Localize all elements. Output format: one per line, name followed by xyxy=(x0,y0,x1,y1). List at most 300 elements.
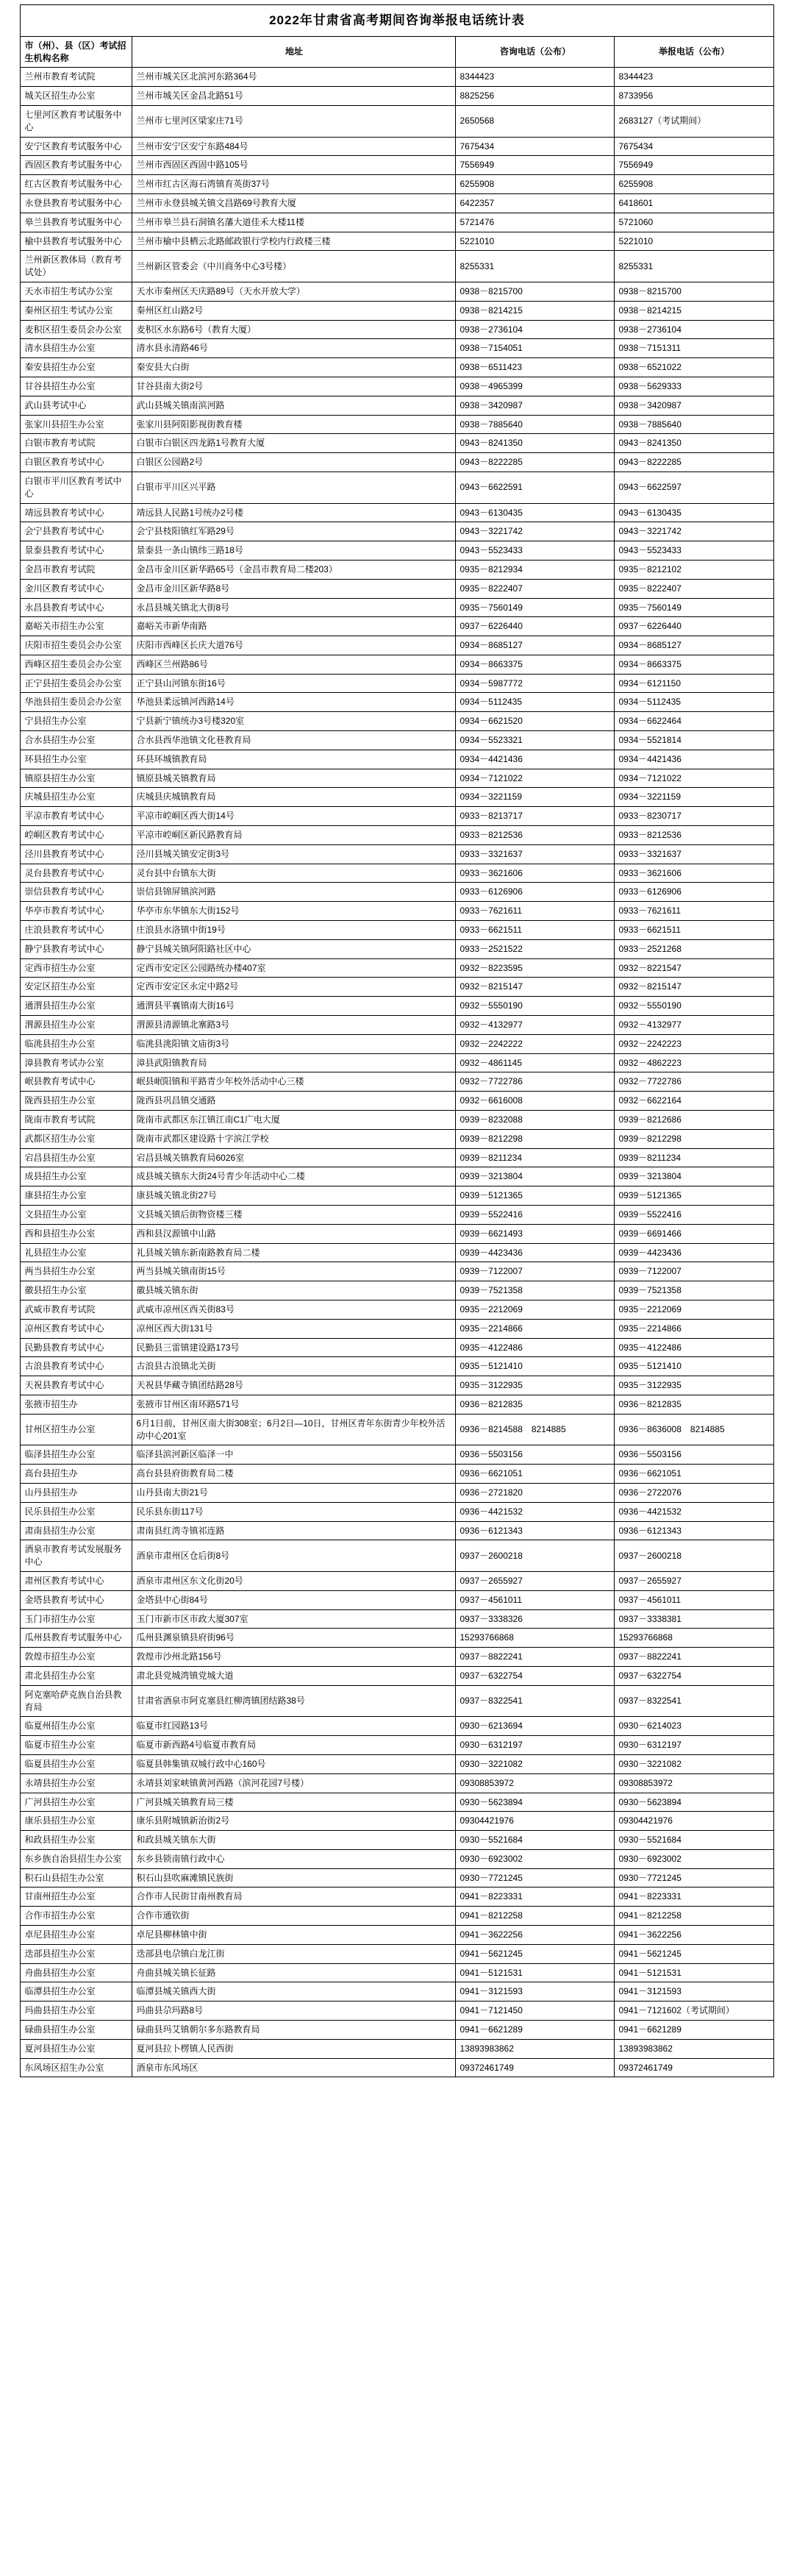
table-row xyxy=(21,453,773,472)
org-cell: 镇原县招生办公室 xyxy=(21,769,132,788)
org-cell: 秦安县招生办公室 xyxy=(21,358,132,377)
report-phone-cell: 0935－5121410 xyxy=(615,1357,773,1376)
address-cell: 成县城关镇东大街24号青少年活动中心二楼 xyxy=(132,1167,456,1186)
org-cell: 和政县招生办公室 xyxy=(21,1831,132,1850)
org-cell: 玛曲县招生办公室 xyxy=(21,2002,132,2021)
report-phone-cell: 0939－3213804 xyxy=(615,1167,773,1186)
consult-phone-cell: 0943－8241350 xyxy=(456,434,615,453)
consult-phone-cell: 6255908 xyxy=(456,175,615,194)
consult-phone-cell: 0935－2212069 xyxy=(456,1300,615,1319)
org-cell: 武山县考试中心 xyxy=(21,396,132,415)
report-phone-cell: 5721060 xyxy=(615,213,773,232)
table-row xyxy=(21,1812,773,1831)
report-phone-cell: 0936－4421532 xyxy=(615,1502,773,1521)
org-cell: 临夏县招生办公室 xyxy=(21,1754,132,1773)
table-row xyxy=(21,1016,773,1035)
org-cell: 皋兰县教育考试服务中心 xyxy=(21,213,132,232)
address-cell: 环县环城镇教育局 xyxy=(132,750,456,769)
address-cell: 白银市平川区兴平路 xyxy=(132,472,456,503)
address-cell: 兰州市皋兰县石洞镇名藩大道佳禾大楼11楼 xyxy=(132,213,456,232)
org-cell: 庆城县招生办公室 xyxy=(21,788,132,807)
org-cell: 七里河区教育考试服务中心 xyxy=(21,105,132,137)
report-phone-cell: 0933－8230717 xyxy=(615,807,773,826)
org-cell: 山丹县招生办 xyxy=(21,1483,132,1502)
report-phone-cell: 6255908 xyxy=(615,175,773,194)
address-cell: 临洮县洮阳镇文庙街3号 xyxy=(132,1034,456,1053)
consult-phone-cell: 0932－2242222 xyxy=(456,1034,615,1053)
table-row xyxy=(21,978,773,997)
address-cell: 临夏市新西路4号临夏市教育局 xyxy=(132,1736,456,1755)
report-phone-cell: 0932－2242223 xyxy=(615,1034,773,1053)
table-row xyxy=(21,1982,773,2002)
address-cell: 秦州区红山路2号 xyxy=(132,301,456,320)
org-cell: 秦州区招生考试办公室 xyxy=(21,301,132,320)
address-cell: 宁县新宁镇统办3号楼320室 xyxy=(132,712,456,731)
address-cell: 广河县城关镇教育局三楼 xyxy=(132,1793,456,1812)
org-cell: 东风场区招生办公室 xyxy=(21,2058,132,2077)
org-cell: 永靖县招生办公室 xyxy=(21,1773,132,1793)
consult-phone-cell: 0943－6622591 xyxy=(456,472,615,503)
address-cell: 临夏市红园路13号 xyxy=(132,1717,456,1736)
org-cell: 金昌市教育考试院 xyxy=(21,560,132,579)
consult-phone-cell: 0941－8212258 xyxy=(456,1907,615,1926)
consult-phone-cell: 8825256 xyxy=(456,87,615,106)
table-row xyxy=(21,1072,773,1092)
org-cell: 白银区教育考试中心 xyxy=(21,453,132,472)
consult-phone-cell: 0937－6322754 xyxy=(456,1666,615,1685)
consult-phone-cell: 0933－8212536 xyxy=(456,826,615,845)
address-cell: 积石山县吹麻滩镇民族街 xyxy=(132,1868,456,1887)
org-cell: 庄浪县教育考试中心 xyxy=(21,921,132,940)
consult-phone-cell: 0932－8215147 xyxy=(456,978,615,997)
table-row xyxy=(21,769,773,788)
table-row xyxy=(21,339,773,358)
consult-phone-cell: 09308853972 xyxy=(456,1773,615,1793)
report-phone-cell: 0933－7621611 xyxy=(615,902,773,921)
consult-phone-cell: 0943－6130435 xyxy=(456,503,615,522)
org-cell: 成县招生办公室 xyxy=(21,1167,132,1186)
report-phone-cell: 0935－4122486 xyxy=(615,1338,773,1357)
report-phone-cell: 0934－8685127 xyxy=(615,636,773,655)
table-row xyxy=(21,693,773,712)
org-cell: 宕昌县招生办公室 xyxy=(21,1148,132,1167)
table-row xyxy=(21,958,773,978)
address-cell: 静宁县城关镇阿阳路社区中心 xyxy=(132,939,456,958)
table-row xyxy=(21,68,773,87)
org-cell: 舟曲县招生办公室 xyxy=(21,1963,132,1982)
address-cell: 灵台县中台镇东大街 xyxy=(132,864,456,883)
org-cell: 合作市招生办公室 xyxy=(21,1907,132,1926)
report-phone-cell: 0943－8241350 xyxy=(615,434,773,453)
table-row xyxy=(21,1281,773,1301)
address-cell: 甘谷县南大街2号 xyxy=(132,377,456,396)
table-row xyxy=(21,1685,773,1717)
table-row xyxy=(21,826,773,845)
consult-phone-cell: 0935－4122486 xyxy=(456,1338,615,1357)
address-cell: 兰州市七里河区梁家庄71号 xyxy=(132,105,456,137)
org-cell: 凉州区教育考试中心 xyxy=(21,1319,132,1338)
org-cell: 武都区招生办公室 xyxy=(21,1129,132,1148)
table-row xyxy=(21,358,773,377)
table-row xyxy=(21,2039,773,2058)
report-phone-cell: 0941－8212258 xyxy=(615,1907,773,1926)
table-row xyxy=(21,503,773,522)
report-phone-cell: 0938－3420987 xyxy=(615,396,773,415)
table-row xyxy=(21,522,773,541)
org-cell: 西固区教育考试服务中心 xyxy=(21,156,132,175)
consult-phone-cell: 8344423 xyxy=(456,68,615,87)
address-cell: 定西市安定区公园路统办楼407室 xyxy=(132,958,456,978)
org-cell: 酒泉市教育考试发展服务中心 xyxy=(21,1540,132,1572)
org-cell: 积石山县招生办公室 xyxy=(21,1868,132,1887)
consult-phone-cell: 0941－6621289 xyxy=(456,2021,615,2040)
org-cell: 临夏市招生办公室 xyxy=(21,1736,132,1755)
table-row xyxy=(21,1590,773,1609)
address-cell: 敦煌市沙州北路156号 xyxy=(132,1648,456,1667)
address-cell: 金昌市金川区新华路8号 xyxy=(132,579,456,598)
org-cell: 永昌县教育考试中心 xyxy=(21,598,132,617)
consult-phone-cell: 0938－3420987 xyxy=(456,396,615,415)
table-row xyxy=(21,1034,773,1053)
table-row xyxy=(21,939,773,958)
address-cell: 宕昌县城关镇教育局6026室 xyxy=(132,1148,456,1167)
address-cell: 平凉市崆峒区新民路教育局 xyxy=(132,826,456,845)
consult-phone-cell: 0932－7722786 xyxy=(456,1072,615,1092)
org-cell: 甘南州招生办公室 xyxy=(21,1887,132,1907)
report-phone-cell: 0938－7151311 xyxy=(615,339,773,358)
address-cell: 秦安县大白街 xyxy=(132,358,456,377)
report-phone-cell: 0943－8222285 xyxy=(615,453,773,472)
address-cell: 庆阳市西峰区长庆大道76号 xyxy=(132,636,456,655)
consult-phone-cell: 0936－8212835 xyxy=(456,1395,615,1414)
address-cell: 陇南市武都区东江镇江南C1广电大厦 xyxy=(132,1111,456,1130)
consult-phone-cell: 7556949 xyxy=(456,156,615,175)
table-row xyxy=(21,193,773,213)
address-cell: 临泽县滨河新区临泽一中 xyxy=(132,1445,456,1465)
address-cell: 华亭市东华镇东大街152号 xyxy=(132,902,456,921)
report-phone-cell: 0936－6121343 xyxy=(615,1521,773,1540)
org-cell: 景泰县教育考试中心 xyxy=(21,541,132,561)
report-phone-cell: 0941－5621245 xyxy=(615,1944,773,1963)
report-phone-cell: 0932－4132977 xyxy=(615,1016,773,1035)
consult-phone-cell: 0941－3622256 xyxy=(456,1926,615,1945)
report-phone-cell: 8344423 xyxy=(615,68,773,87)
consult-phone-cell: 0939－7122007 xyxy=(456,1262,615,1281)
consult-phone-cell: 0930－6213694 xyxy=(456,1717,615,1736)
table-row xyxy=(21,2021,773,2040)
org-cell: 武威市教育考试院 xyxy=(21,1300,132,1319)
consult-phone-cell: 0941－5121531 xyxy=(456,1963,615,1982)
table-row xyxy=(21,213,773,232)
address-cell: 庆城县庆城镇教育局 xyxy=(132,788,456,807)
table-row xyxy=(21,1300,773,1319)
consult-phone-cell: 0937－4561011 xyxy=(456,1590,615,1609)
table-row xyxy=(21,1111,773,1130)
report-phone-cell: 0935－7560149 xyxy=(615,598,773,617)
address-cell: 兰州市城关区北滨河东路364号 xyxy=(132,68,456,87)
org-cell: 天祝县教育考试中心 xyxy=(21,1376,132,1395)
report-phone-cell: 0932－5550190 xyxy=(615,997,773,1016)
report-phone-cell: 0936－8636008 8214885 xyxy=(615,1414,773,1445)
report-phone-cell: 0938－2736104 xyxy=(615,320,773,339)
address-cell: 漳县武阳镇教育局 xyxy=(132,1053,456,1072)
org-cell: 张家川县招生办公室 xyxy=(21,415,132,434)
address-cell: 西和县汉源镇中山路 xyxy=(132,1224,456,1243)
table-row xyxy=(21,750,773,769)
org-cell: 岷县教育考试中心 xyxy=(21,1072,132,1092)
table-row xyxy=(21,1666,773,1685)
table-row xyxy=(21,1571,773,1590)
consult-phone-cell: 0939－5121365 xyxy=(456,1186,615,1206)
consult-phone-cell: 0939－8211234 xyxy=(456,1148,615,1167)
table-row xyxy=(21,1849,773,1868)
table-row xyxy=(21,1414,773,1445)
table-row xyxy=(21,864,773,883)
org-cell: 白银市平川区教育考试中心 xyxy=(21,472,132,503)
address-cell: 崇信县锦屏镇滨河路 xyxy=(132,883,456,902)
table-row xyxy=(21,731,773,750)
report-phone-cell: 0933－3321637 xyxy=(615,844,773,864)
consult-phone-cell: 0941－5621245 xyxy=(456,1944,615,1963)
address-cell: 镇原县城关镇教育局 xyxy=(132,769,456,788)
address-cell: 正宁县山河镇东街16号 xyxy=(132,674,456,693)
address-cell: 玛曲县尕玛路8号 xyxy=(132,2002,456,2021)
report-phone-cell: 0932－6622164 xyxy=(615,1092,773,1111)
table-row xyxy=(21,1319,773,1338)
report-phone-cell: 2683127（考试期间） xyxy=(615,105,773,137)
org-cell: 宁县招生办公室 xyxy=(21,712,132,731)
address-cell: 酒泉市东风场区 xyxy=(132,2058,456,2077)
report-phone-cell: 0939－5121365 xyxy=(615,1186,773,1206)
org-cell: 高台县招生办 xyxy=(21,1465,132,1484)
consult-phone-cell: 0937－3338326 xyxy=(456,1609,615,1629)
org-cell: 徽县招生办公室 xyxy=(21,1281,132,1301)
org-cell: 漳县教育考试办公室 xyxy=(21,1053,132,1072)
table-row xyxy=(21,1773,773,1793)
org-cell: 榆中县教育考试服务中心 xyxy=(21,232,132,251)
report-phone-cell: 13893983862 xyxy=(615,2039,773,2058)
table-row xyxy=(21,1887,773,1907)
address-cell: 武山县城关镇南滨河路 xyxy=(132,396,456,415)
org-cell: 甘州区招生办公室 xyxy=(21,1414,132,1445)
org-cell: 碌曲县招生办公室 xyxy=(21,2021,132,2040)
column-header-address: 地址 xyxy=(132,36,456,68)
column-header-row xyxy=(21,36,773,68)
table-row xyxy=(21,883,773,902)
table-row xyxy=(21,1648,773,1667)
address-cell: 陇西县巩昌镇交通路 xyxy=(132,1092,456,1111)
consult-phone-cell: 0934－4421436 xyxy=(456,750,615,769)
table-row xyxy=(21,472,773,503)
report-phone-cell: 0939－4423436 xyxy=(615,1243,773,1262)
consult-phone-cell: 0936－6621051 xyxy=(456,1465,615,1484)
address-cell: 天水市秦州区天庆路89号（天水开放大学） xyxy=(132,282,456,301)
report-phone-cell: 0934－5521814 xyxy=(615,731,773,750)
org-cell: 红古区教育考试服务中心 xyxy=(21,175,132,194)
column-header-org: 市（州）、县（区）考试招生机构名称 xyxy=(21,36,132,68)
table-row xyxy=(21,1148,773,1167)
address-cell: 礼县城关镇东新南路教育局二楼 xyxy=(132,1243,456,1262)
address-cell: 两当县城关镇南街15号 xyxy=(132,1262,456,1281)
report-phone-cell: 0934－6121150 xyxy=(615,674,773,693)
report-phone-cell: 0936－8212835 xyxy=(615,1395,773,1414)
report-phone-cell: 0937－6322754 xyxy=(615,1666,773,1685)
address-cell: 兰州市安宁区安宁东路484号 xyxy=(132,137,456,156)
consult-phone-cell: 0933－3321637 xyxy=(456,844,615,864)
org-cell: 文县招生办公室 xyxy=(21,1206,132,1225)
org-cell: 靖远县教育考试中心 xyxy=(21,503,132,522)
consult-phone-cell: 0936－5503156 xyxy=(456,1445,615,1465)
org-cell: 迭部县招生办公室 xyxy=(21,1944,132,1963)
org-cell: 卓尼县招生办公室 xyxy=(21,1926,132,1945)
consult-phone-cell: 0930－5623894 xyxy=(456,1793,615,1812)
org-cell: 安宁区教育考试服务中心 xyxy=(21,137,132,156)
consult-phone-cell: 0938－4965399 xyxy=(456,377,615,396)
consult-phone-cell: 09372461749 xyxy=(456,2058,615,2077)
report-phone-cell: 0936－6621051 xyxy=(615,1465,773,1484)
consult-phone-cell: 0938－8214215 xyxy=(456,301,615,320)
address-cell: 庄浪县水洛镇中街19号 xyxy=(132,921,456,940)
consult-phone-cell: 0930－5521684 xyxy=(456,1831,615,1850)
org-cell: 崆峒区教育考试中心 xyxy=(21,826,132,845)
report-phone-cell: 0933－3621606 xyxy=(615,864,773,883)
report-phone-cell: 09304421976 xyxy=(615,1812,773,1831)
table-row xyxy=(21,1376,773,1395)
report-phone-cell: 7675434 xyxy=(615,137,773,156)
table-row xyxy=(21,137,773,156)
org-cell: 灵台县教育考试中心 xyxy=(21,864,132,883)
address-cell: 华池县柔远镇河西路14号 xyxy=(132,693,456,712)
consult-phone-cell: 0937－8322541 xyxy=(456,1685,615,1717)
consult-phone-cell: 0939－3213804 xyxy=(456,1167,615,1186)
report-phone-cell: 0938－6521022 xyxy=(615,358,773,377)
table-row xyxy=(21,560,773,579)
report-phone-cell: 09372461749 xyxy=(615,2058,773,2077)
table-row xyxy=(21,788,773,807)
column-header-consult-phone: 咨询电话（公布） xyxy=(456,36,615,68)
address-cell: 麦积区水东路6号（教育大厦） xyxy=(132,320,456,339)
report-phone-cell: 0941－3622256 xyxy=(615,1926,773,1945)
report-phone-cell: 0932－4862223 xyxy=(615,1053,773,1072)
address-cell: 肃北县党城湾镇党城大道 xyxy=(132,1666,456,1685)
table-row xyxy=(21,1963,773,1982)
report-phone-cell: 0934－3221159 xyxy=(615,788,773,807)
org-cell: 静宁县教育考试中心 xyxy=(21,939,132,958)
consult-phone-cell: 0937－6226440 xyxy=(456,617,615,636)
report-phone-cell: 15293766868 xyxy=(615,1629,773,1648)
table-row xyxy=(21,1540,773,1572)
address-cell: 兰州新区管委会（中川商务中心3号楼） xyxy=(132,251,456,282)
consult-phone-cell: 0932－8223595 xyxy=(456,958,615,978)
table-row xyxy=(21,902,773,921)
report-phone-cell: 0937－6226440 xyxy=(615,617,773,636)
address-cell: 甘肃省酒泉市阿克塞县红柳湾镇团结路38号 xyxy=(132,1685,456,1717)
org-cell: 康乐县招生办公室 xyxy=(21,1812,132,1831)
address-cell: 靖远县人民路1号统办2号楼 xyxy=(132,503,456,522)
org-cell: 民乐县招生办公室 xyxy=(21,1502,132,1521)
table-row xyxy=(21,2002,773,2021)
address-cell: 永靖县刘家峡镇黄河西路（滨河花园7号楼） xyxy=(132,1773,456,1793)
table-row xyxy=(21,1224,773,1243)
table-row xyxy=(21,1338,773,1357)
address-cell: 合水县西华池镇文化巷教育局 xyxy=(132,731,456,750)
org-cell: 麦积区招生委员会办公室 xyxy=(21,320,132,339)
consult-phone-cell: 0935－5121410 xyxy=(456,1357,615,1376)
address-cell: 和政县城关镇东大街 xyxy=(132,1831,456,1850)
address-cell: 渭源县清源镇北寨路3号 xyxy=(132,1016,456,1035)
consult-phone-cell: 0933－8213717 xyxy=(456,807,615,826)
consult-phone-cell: 0934－7121022 xyxy=(456,769,615,788)
report-phone-cell: 0938－8215700 xyxy=(615,282,773,301)
table-row xyxy=(21,1629,773,1648)
consult-phone-cell: 0934－5987772 xyxy=(456,674,615,693)
address-cell: 兰州市城关区金昌北路51号 xyxy=(132,87,456,106)
address-cell: 西峰区兰州路86号 xyxy=(132,655,456,674)
table-row xyxy=(21,1502,773,1521)
org-cell: 渭源县招生办公室 xyxy=(21,1016,132,1035)
consult-phone-cell: 0941－3121593 xyxy=(456,1982,615,2002)
address-cell: 6月1日前，甘州区南大街308室；6月2日—10日，甘州区青年东街青少年校外活动中心201室 xyxy=(132,1414,456,1445)
table-row xyxy=(21,1609,773,1629)
consult-phone-cell: 0935－8222407 xyxy=(456,579,615,598)
org-cell: 礼县招生办公室 xyxy=(21,1243,132,1262)
report-phone-cell: 6418601 xyxy=(615,193,773,213)
report-phone-cell: 0941－8223331 xyxy=(615,1887,773,1907)
consult-phone-cell: 0935－8212934 xyxy=(456,560,615,579)
report-phone-cell: 0939－6691466 xyxy=(615,1224,773,1243)
report-phone-cell: 0939－8211234 xyxy=(615,1148,773,1167)
report-phone-cell: 0938－7885640 xyxy=(615,415,773,434)
column-header-report-phone: 举报电话（公布） xyxy=(615,36,773,68)
report-phone-cell: 0930－5521684 xyxy=(615,1831,773,1850)
consult-phone-cell: 0937－8822241 xyxy=(456,1648,615,1667)
consult-phone-cell: 0943－8222285 xyxy=(456,453,615,472)
report-phone-cell: 0938－8214215 xyxy=(615,301,773,320)
address-cell: 迭部县电尕镇白龙江街 xyxy=(132,1944,456,1963)
org-cell: 夏河县招生办公室 xyxy=(21,2039,132,2058)
table-row xyxy=(21,1754,773,1773)
table-row xyxy=(21,434,773,453)
table-row xyxy=(21,87,773,106)
address-cell: 山丹县南大街21号 xyxy=(132,1483,456,1502)
org-cell: 永登县教育考试服务中心 xyxy=(21,193,132,213)
address-cell: 玉门市新市区市政大厦307室 xyxy=(132,1609,456,1629)
org-cell: 民勤县教育考试中心 xyxy=(21,1338,132,1357)
table-row xyxy=(21,807,773,826)
report-phone-cell: 0935－8212102 xyxy=(615,560,773,579)
table-row xyxy=(21,320,773,339)
table-row xyxy=(21,282,773,301)
address-cell: 民乐县东街117号 xyxy=(132,1502,456,1521)
table-row xyxy=(21,1907,773,1926)
table-row xyxy=(21,301,773,320)
org-cell: 东乡族自治县招生办公室 xyxy=(21,1849,132,1868)
org-cell: 华池县招生委员会办公室 xyxy=(21,693,132,712)
consult-phone-cell: 0938－7154051 xyxy=(456,339,615,358)
consult-phone-cell: 8255331 xyxy=(456,251,615,282)
address-cell: 东乡县锁南镇行政中心 xyxy=(132,1849,456,1868)
consult-phone-cell: 0943－5523433 xyxy=(456,541,615,561)
org-cell: 广河县招生办公室 xyxy=(21,1793,132,1812)
address-cell: 康县城关镇北街27号 xyxy=(132,1186,456,1206)
address-cell: 瓜州县渊泉镇县府街96号 xyxy=(132,1629,456,1648)
address-cell: 合作市人民街甘南州教育局 xyxy=(132,1887,456,1907)
consult-phone-cell: 2650568 xyxy=(456,105,615,137)
page-title: 2022年甘肃省高考期间咨询举报电话统计表 xyxy=(21,5,773,37)
address-cell: 会宁县枝阳镇红军路29号 xyxy=(132,522,456,541)
address-cell: 白银市白银区四龙路1号教育大厦 xyxy=(132,434,456,453)
table-row xyxy=(21,844,773,864)
